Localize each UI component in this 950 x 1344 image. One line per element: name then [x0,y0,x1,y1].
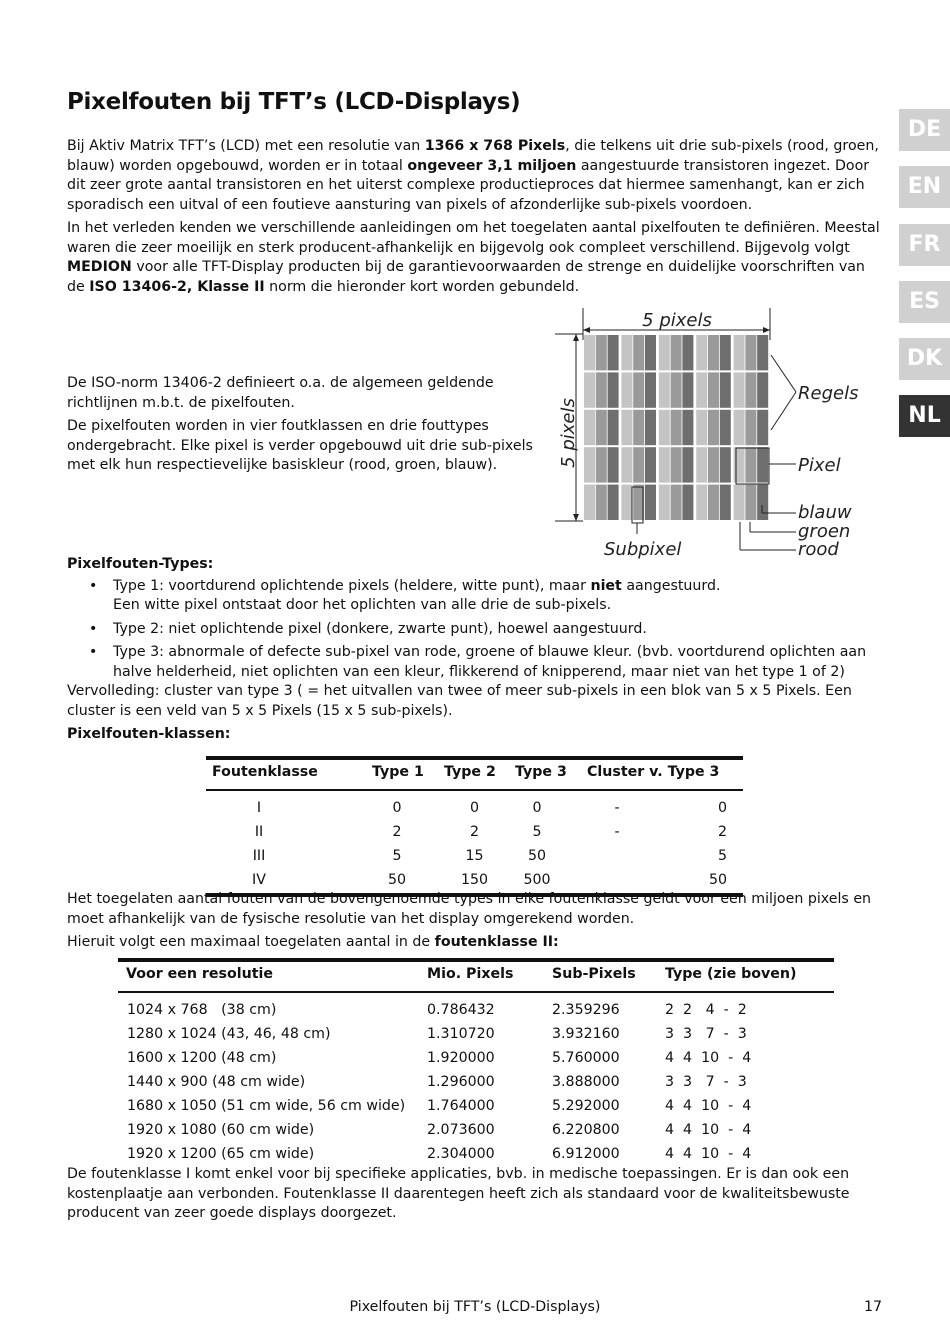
table-cell: 0 [392,800,402,817]
subpixel [745,372,756,407]
table-cell: II [254,824,264,841]
subpixel [696,410,707,445]
cluster-value: 0 [717,800,727,817]
subpixel [682,372,693,407]
label-regels: Regels [798,383,859,404]
subpixel [608,410,619,445]
subpixel [596,410,607,445]
label-rood: rood [798,539,839,560]
types-heading: Pixelfouten-Types: [67,556,214,572]
subpixel [633,335,644,370]
table-cell [587,790,743,821]
subpixel [720,485,731,520]
subpixel [608,447,619,482]
subpixel [745,447,756,482]
table-cell: 2.359296 [552,1001,620,1018]
table-cell: 2.073600 [427,1121,495,1138]
subpixel [608,372,619,407]
table-cell: 2 [469,824,480,841]
subpixel [659,410,670,445]
table-header-row [118,960,834,992]
subpixel [682,410,693,445]
iso-paragraph-2: De pixelfouten worden in vier foutklassen en drie fouttypes ondergebracht. Elke pixel is verder opgebouwd uit drie sub-pixels met elk hun respectievelijke basiskleur (rood, groen, blauw). [67,418,533,473]
cluster-dash: - [614,824,620,841]
side-dimension-label: 5 pixels [558,398,579,468]
subpixel [596,447,607,482]
leader-line [771,392,796,430]
subpixel [696,485,707,520]
closing-paragraph: De foutenklasse I komt enkel voor bij specifieke applicaties, bvb. in medische toepassingen. Er is dan ook een kostenplaatje aan verbonden. Foutenklasse II daarentegen heeft zich als standaard voor de kwaliteitsbewuste producent van zeer goede displays doorgezet. [67,1166,850,1221]
subpixel [734,335,745,370]
cluster-value: 5 [717,848,727,865]
lang-tab-nl[interactable]: NL [899,395,950,437]
type-text: aangestuurd. [621,577,721,594]
subpixel [757,447,768,482]
table-cell: 3.932160 [552,1025,620,1042]
subpixel [696,447,707,482]
subpixel [584,410,595,445]
subpixel [596,372,607,407]
subpixel [720,410,731,445]
bullet: • [89,577,98,594]
subpixel [608,485,619,520]
subpixel [745,335,756,370]
pixel-diagram [550,300,860,565]
table-cell: 0 [469,800,480,817]
types-section [67,555,882,745]
subpixel [720,447,731,482]
table-cell: 50 [387,872,407,889]
table-row [118,1047,834,1071]
subpixel [757,485,768,520]
table-cell: 5.292000 [552,1097,620,1114]
column-header: Type 3 [515,764,567,781]
column-header: Cluster v. Type 3 [587,764,720,781]
column-header: Type 1 [372,764,424,781]
label-groen: groen [798,521,851,542]
subpixel [708,447,719,482]
label-subpixel: Subpixel [604,539,682,560]
page-title: Pixelfouten bij TFT’s (LCD-Displays) [67,89,521,115]
intro-paragraph-2 [67,219,882,297]
subpixel [682,447,693,482]
iso-description [67,374,542,476]
subpixel [696,372,707,407]
table-cell: 1.310720 [427,1025,495,1042]
table-cell: 2 2 4 - 2 [665,1001,747,1018]
table-cell: IV [252,872,266,889]
arrow-icon [573,334,579,341]
intro-paragraph-1 [67,137,882,215]
intro-text: , die telkens uit drie sub-pixels (rood, groen, blauw) worden opgebouwd, worden er in totaal [67,138,879,174]
subpixel [734,447,745,482]
subpixel [584,335,595,370]
subpixel [671,410,682,445]
subpixel [734,485,745,520]
intro-text: Bij Aktiv Matrix TFT’s (LCD) met een resolutie van [67,138,425,154]
arrow-icon [763,327,770,333]
table-row [118,1023,834,1047]
pixel-grid [584,335,768,520]
table-cell: 500 [523,872,551,889]
intro-transistor-count: ongeveer 3,1 miljoen [407,157,577,174]
table-cell: 5.760000 [552,1049,620,1066]
table-cell: 4 4 10 - 4 [665,1097,752,1114]
intro-text: voor alle TFT-Display producten bij de garantievoorwaarden de strenge en duidelijke voorschriften van de [67,259,865,295]
table-cell: 150 [460,872,489,889]
table-cell: 1680 x 1050 (51 cm wide, 56 cm wide) [127,1097,406,1114]
table-cell: 1600 x 1200 (48 cm) [127,1049,277,1066]
lead-emphasis: foutenklasse II: [434,934,559,950]
table-cell: 0 [532,800,542,817]
list-item [67,643,882,682]
subpixel [708,372,719,407]
table-cell: 1440 x 900 (48 cm wide) [127,1073,306,1090]
table-header-row [206,758,743,790]
intro [67,137,882,297]
table-cell: 4 4 10 - 4 [665,1049,752,1066]
column-header: Mio. Pixels [427,966,514,982]
table-cell: 5 [392,848,402,865]
subpixel [757,372,768,407]
subpixel [584,485,595,520]
subpixel [621,485,632,520]
subpixel [671,485,682,520]
cluster-value: 50 [708,872,727,889]
types-list [67,577,882,683]
class-two-lead [67,933,882,953]
table-cell: 0.786432 [427,1001,495,1018]
top-dimension-label: 5 pixels [642,310,712,331]
subpixel [671,335,682,370]
subpixel [621,447,632,482]
bullet: • [89,620,98,637]
table-row [118,1143,834,1167]
subpixel [645,372,656,407]
resolutions-table [118,958,834,1167]
type-text: Een witte pixel ontstaat door het oplichten van alle drie de sub-pixels. [113,597,612,613]
subpixel [645,410,656,445]
subpixel [708,410,719,445]
table-row [118,1095,834,1119]
intro-text: In het verleden kenden we verschillende aanleidingen om het toegelaten aantal pixelfouten te definiëren. Meestal waren die zeer moeilijk en sterk producent-afhankelijk en bijgevolg ook compleet verschillend. Bijgevolg volgt [67,220,880,256]
subpixel [757,335,768,370]
bullet: • [89,644,98,660]
table-cell: 1920 x 1200 (65 cm wide) [127,1145,315,1162]
iso-norm: ISO 13406-2, Klasse II [89,278,265,295]
label-blauw: blauw [798,502,852,523]
list-item [67,577,882,616]
table-cell: 4 4 10 - 4 [665,1121,752,1138]
subpixel [659,447,670,482]
table-row [206,821,743,845]
lead-text: Hieruit volgt een maximaal toegelaten aantal in de [67,934,435,950]
subpixel [633,372,644,407]
table-row [206,845,743,869]
table-cell: 3.888000 [552,1073,620,1090]
subpixel [633,447,644,482]
subpixel [720,335,731,370]
subpixel [633,410,644,445]
lang-tab-de[interactable]: DE [899,109,950,151]
table-cell: 1.764000 [427,1097,495,1114]
table-cell: 6.220800 [552,1121,620,1138]
table-cell: 3 3 7 - 3 [665,1073,747,1090]
subpixel [621,410,632,445]
subpixel [671,372,682,407]
brand-name: MEDION [67,259,132,275]
subpixel [671,447,682,482]
lang-tab-en[interactable]: EN [899,166,950,208]
classes-table [206,756,743,897]
subpixel [682,485,693,520]
column-header: Type 2 [444,764,496,781]
running-footer: Pixelfouten bij TFT’s (LCD-Displays) [349,1299,601,1315]
column-header: Foutenklasse [212,764,318,781]
after-classes [67,890,882,953]
classes-heading: Pixelfouten-klassen: [67,726,231,742]
normalization-note: Het toegelaten aantal fouten van de bovengenoemde types in elke foutenklasse geldt voor een miljoen pixels en moet afhankelijk van de fysische resolutie van het display omgerekend worden. [67,891,872,927]
table-row [118,992,834,1023]
table-cell: 50 [527,848,547,865]
leader-line [771,355,796,392]
table-cell [587,821,743,845]
subpixel [659,372,670,407]
subpixel [745,485,756,520]
intro-text: aangestuurde transistoren ingezet. Door dit zeer grote aantal transistoren en het uiterst complexe productieproces dat hiermee samenhangt, kan er zich sporadisch een uitval of een foutieve aansturing van pixels of afzonderlijke sub-pixels voordoen. [67,157,870,213]
subpixel [608,335,619,370]
table-cell: 2.304000 [427,1145,495,1162]
table-cell: 1024 x 768 (38 cm) [127,1001,277,1018]
column-header: Type (zie boven) [665,966,797,982]
subpixel [720,372,731,407]
cluster-dash: - [614,800,620,817]
table-cell: 1280 x 1024 (43, 46, 48 cm) [127,1025,331,1042]
table-row [118,1119,834,1143]
lang-tab-fr[interactable]: FR [899,224,950,266]
subpixel [645,485,656,520]
table-cell: 6.912000 [552,1145,620,1162]
type-text: Type 1: voortdurend oplichtende pixels (heldere, witte punt), maar [113,577,591,594]
iso-paragraph-1: De ISO-norm 13406-2 definieert o.a. de algemeen geldende richtlijnen m.b.t. de pixelfouten. [67,375,494,411]
arrow-icon [573,514,579,521]
type-emphasis: niet [590,577,622,594]
subpixel [682,335,693,370]
cluster-supplement: Vervolleding: cluster van type 3 ( = het uitvallen van twee of meer sub-pixels in een blok van 5 x 5 Pixels. Een cluster is een veld van 5 x 5 Pixels (15 x 5 sub-pixels). [67,683,852,719]
table-cell: 2 [392,824,402,841]
page-number: 17 [863,1299,882,1315]
table-cell: 1920 x 1080 (60 cm wide) [127,1121,315,1138]
subpixel [708,485,719,520]
table-cell: 3 3 7 - 3 [665,1025,747,1042]
table-cell: I [256,800,262,817]
closing [67,1165,882,1224]
table-cell [587,845,743,869]
subpixel [757,410,768,445]
table-row [118,1071,834,1095]
intro-resolution: 1366 x 768 Pixels [424,138,566,154]
column-header: Voor een resolutie [126,966,273,982]
table-cell: 15 [465,848,484,865]
table-cell: 4 4 10 - 4 [665,1145,752,1162]
subpixel [659,335,670,370]
subpixel [596,335,607,370]
table-cell: 5 [532,824,542,841]
subpixel [708,335,719,370]
table-row [206,790,743,821]
cluster-value: 2 [717,824,727,841]
subpixel [734,410,745,445]
list-item [67,620,882,640]
subpixel [596,485,607,520]
subpixel [645,335,656,370]
type-text: Type 2: niet oplichtende pixel (donkere, zwarte punt), hoewel aangestuurd. [113,620,647,637]
table-cell: 1.920000 [427,1049,495,1066]
table-cell: III [252,848,266,865]
column-header: Sub-Pixels [552,966,636,982]
subpixel [584,447,595,482]
type-text: Type 3: abnormale of defecte sub-pixel van rode, groene of blauwe kleur. (bvb. voortdurend oplichten aan halve helderheid, niet oplichten van een kleur, flikkerend of knipperend, maar niet van het type 1 of 2) [113,644,867,680]
arrow-icon [583,327,590,333]
subpixel [734,372,745,407]
intro-text: norm die hieronder kort worden gebundeld. [264,278,580,295]
table-cell: 1.296000 [427,1073,495,1090]
subpixel [645,447,656,482]
subpixel [584,372,595,407]
subpixel [745,410,756,445]
lang-tab-dk[interactable]: DK [899,338,950,380]
lang-tab-es[interactable]: ES [899,281,950,323]
subpixel [621,335,632,370]
subpixel [621,372,632,407]
label-pixel: Pixel [798,455,841,476]
subpixel [696,335,707,370]
subpixel [659,485,670,520]
